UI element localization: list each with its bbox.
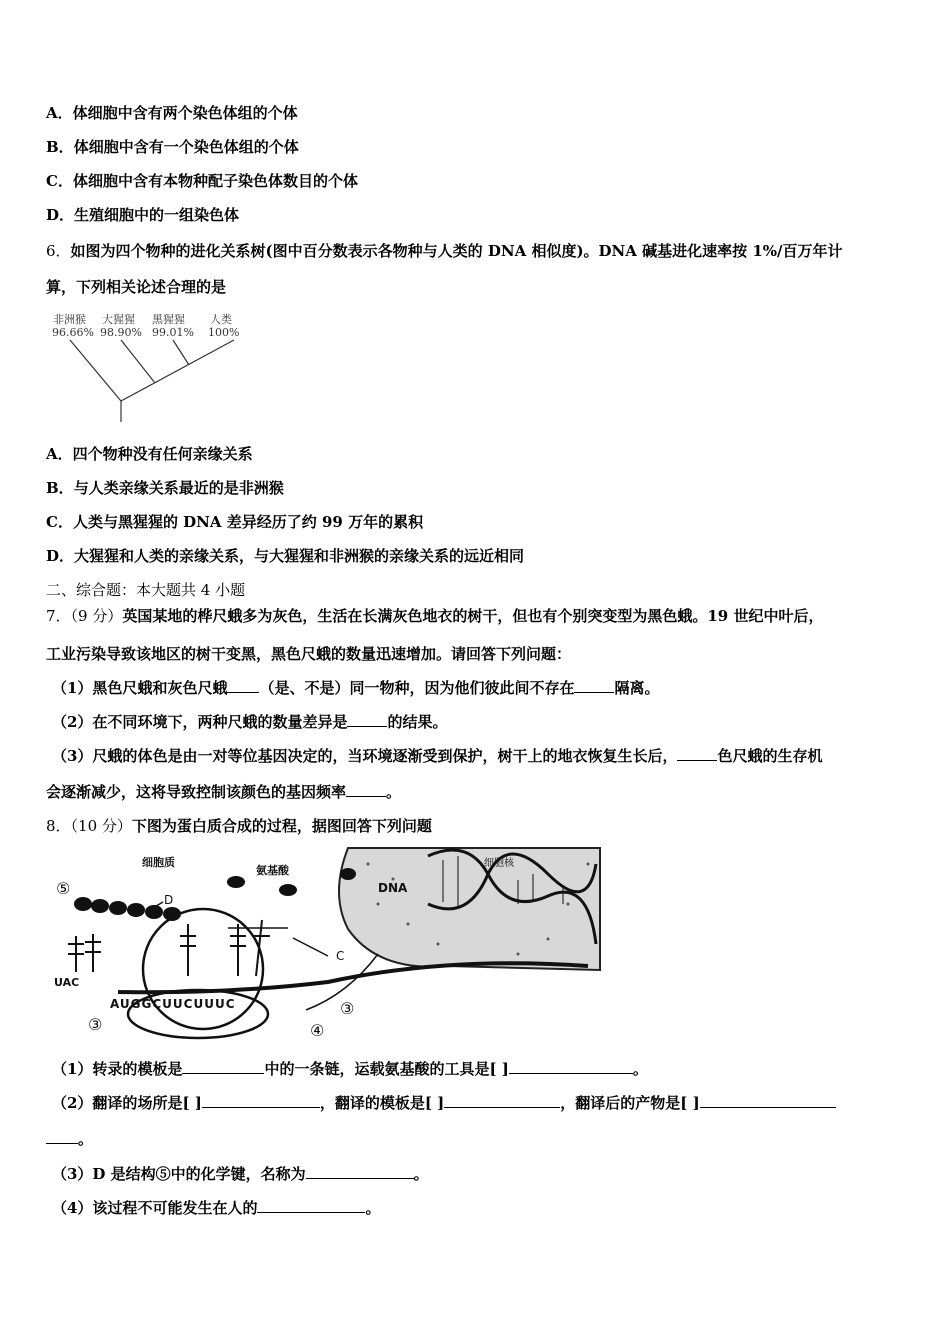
fig-nucleus-label: 细胞核 <box>484 858 514 869</box>
q6-stem-line2: 算，下列相关论述合理的是 <box>46 278 227 296</box>
fig-label-4: ④ <box>310 1021 325 1040</box>
free-amino-acids <box>227 868 356 896</box>
answer-blank[interactable] <box>347 712 387 727</box>
q5-option-b: B．体细胞中含有一个染色体组的个体 <box>46 138 299 156</box>
answer-blank[interactable] <box>509 1059 633 1074</box>
tree-species-1: 非洲猴 <box>53 313 86 326</box>
fig-amino-acid-label: 氨基酸 <box>256 864 289 877</box>
q8-part-4: （4）该过程不可能发生在人的 。 <box>52 1199 381 1217</box>
answer-blank[interactable] <box>574 678 614 693</box>
protein-synthesis-figure <box>48 844 608 1040</box>
q8-part-2-line2: 。 <box>46 1128 93 1149</box>
q7-stem-line1: 7．（9 分）英国某地的桦尺蛾多为灰色，生活在长满灰色地衣的树干，但也有个别突变型为黑色蛾。19 世纪中叶后， <box>46 607 824 625</box>
answer-blank[interactable] <box>700 1093 836 1108</box>
fig-label-3b: ③ <box>340 999 355 1018</box>
tree-species-3: 黑猩猩 <box>152 313 185 326</box>
tree-species-4: 人类 <box>210 313 232 326</box>
answer-blank[interactable] <box>444 1093 560 1108</box>
q8-part-2: （2）翻译的场所是[ ] ，翻译的模板是[ ] ，翻译后的产物是[ ] <box>52 1092 836 1113</box>
fig-cytoplasm-label: 细胞质 <box>142 856 175 869</box>
q8-part-3: （3）D 是结构⑤中的化学键，名称为 。 <box>52 1165 429 1183</box>
section-2-heading: 二、综合题：本大题共 4 小题 <box>46 581 246 599</box>
nucleus-region <box>339 848 600 970</box>
tree-branches <box>70 340 234 422</box>
tree-similarity-1: 96.66% <box>52 326 94 339</box>
evolution-tree-figure <box>48 310 248 430</box>
fig-label-c: C <box>336 949 345 963</box>
q6-option-b: B．与人类亲缘关系最近的是非洲猴 <box>46 479 284 497</box>
fig-dna-label: DNA <box>378 881 408 895</box>
fig-label-d: D <box>164 893 174 907</box>
q7-part-1: （1）黑色尺蛾和灰色尺蛾 （是、不是）同一物种，因为他们彼此间不存在 隔离。 <box>52 679 660 697</box>
answer-blank[interactable] <box>182 1059 264 1074</box>
answer-blank[interactable] <box>346 782 386 797</box>
q5-option-a: A．体细胞中含有两个染色体组的个体 <box>46 104 298 122</box>
q8-part-1: （1）转录的模板是 中的一条链，运载氨基酸的工具是[ ] 。 <box>52 1060 648 1078</box>
fig-anticodon-label: UAC <box>54 976 80 989</box>
q5-option-c: C．体细胞中含有本物种配子染色体数目的个体 <box>46 172 358 190</box>
tree-similarity-4: 100% <box>208 326 240 339</box>
answer-blank[interactable] <box>46 1129 78 1144</box>
q7-part-2: （2）在不同环境下，两种尺蛾的数量差异是 的结果。 <box>52 713 448 731</box>
tree-species-2: 大猩猩 <box>102 313 135 326</box>
tree-similarity-3: 99.01% <box>152 326 194 339</box>
tree-similarity-2: 98.90% <box>100 326 142 339</box>
answer-blank[interactable] <box>257 1198 365 1213</box>
q6-option-d: D．大猩猩和人类的亲缘关系，与大猩猩和非洲猴的亲缘关系的远近相同 <box>46 547 525 565</box>
q7-part-3: （3）尺蛾的体色是由一对等位基因决定的，当环境逐渐受到保护，树干上的地衣恢复生长后， 色尺蛾的生存机 <box>52 747 823 765</box>
q6-option-a: A．四个物种没有任何亲缘关系 <box>46 445 253 463</box>
q6-option-c: C．人类与黑猩猩的 DNA 差异经历了约 99 万年的累积 <box>46 513 424 531</box>
q6-stem-line1: 6．如图为四个物种的进化关系树(图中百分数表示各物种与人类的 DNA 相似度)。DNA 碱基进化速率按 1%/百万年计 <box>46 242 843 260</box>
q7-stem-line2: 工业污染导致该地区的树干变黑，黑色尺蛾的数量迅速增加。请回答下列问题： <box>46 645 572 663</box>
ribosome-large-subunit <box>143 909 263 1029</box>
fig-label-3a: ③ <box>88 1015 103 1034</box>
q7-part-3-line2: 会逐渐减少，这将导致控制该颜色的基因频率 。 <box>46 783 402 801</box>
answer-blank[interactable] <box>677 746 717 761</box>
answer-blank[interactable] <box>202 1093 320 1108</box>
q5-option-d: D．生殖细胞中的一组染色体 <box>46 206 240 224</box>
answer-blank[interactable] <box>306 1164 414 1179</box>
fig-mrna-label: AUGGCUUCUUUC <box>110 997 236 1011</box>
answer-blank[interactable] <box>227 678 259 693</box>
q8-stem: 8．（10 分）下图为蛋白质合成的过程，据图回答下列问题 <box>46 817 432 835</box>
fig-label-5: ⑤ <box>56 879 71 898</box>
